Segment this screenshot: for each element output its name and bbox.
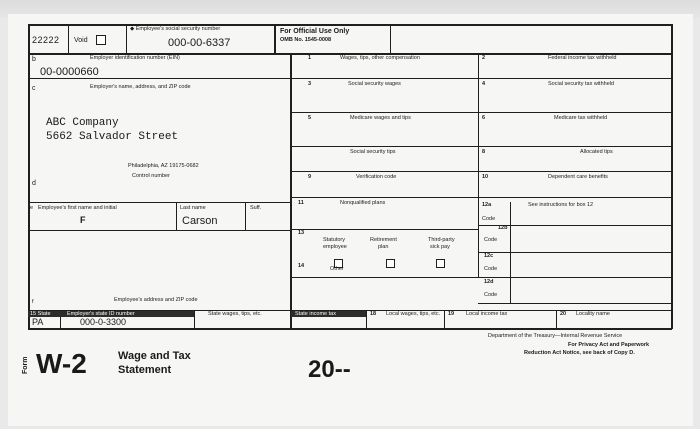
divider [510, 202, 511, 303]
divider [390, 24, 391, 54]
w2-form [8, 14, 693, 426]
last-name-label: Last name [180, 205, 206, 211]
box-5-number: 5 [308, 115, 312, 121]
ein-value[interactable]: 00-0000660 [40, 66, 99, 78]
divider [28, 78, 291, 79]
box-12d-number: 12d [484, 279, 494, 285]
divider [126, 24, 127, 54]
divider [478, 303, 672, 304]
statutory-label: Statutory [323, 237, 346, 243]
box-6-number: 6 [482, 115, 486, 121]
box-9-number: 9 [308, 174, 312, 180]
form-left-border [28, 24, 30, 329]
form-top-border [28, 24, 672, 26]
box-17-label: State income tax [291, 311, 366, 317]
box-19-label: Local income tax [466, 311, 508, 317]
divider [274, 24, 276, 54]
control-code: 22222 [32, 35, 60, 45]
box-16-label: State wages, tips, etc. [208, 311, 262, 317]
employer-name[interactable]: ABC Company [46, 117, 119, 129]
divider [290, 277, 478, 278]
divider [290, 229, 478, 230]
statutory-label-2: employee [323, 244, 347, 250]
box-18-label: Local wages, tips, etc. [386, 311, 441, 317]
divider [290, 197, 672, 198]
tax-year: 20-- [308, 356, 351, 383]
letter-d: d [32, 180, 36, 187]
box-12c-number: 12c [484, 253, 494, 259]
box-4-label: Social security tax withheld [548, 81, 615, 87]
divider [290, 171, 672, 172]
letter-e: e [30, 205, 34, 211]
box-19-number: 19 [448, 311, 455, 317]
box-10-label: Dependent care benefits [548, 174, 608, 180]
divider [366, 310, 367, 329]
box-3-label: Social security wages [348, 81, 401, 87]
retirement-plan-checkbox[interactable] [386, 259, 395, 268]
divider [245, 202, 246, 230]
divider [478, 53, 479, 277]
box-6-label: Medicare tax withheld [554, 115, 608, 121]
suffix-label: Suff. [250, 205, 262, 211]
box-4-number: 4 [482, 81, 486, 87]
first-name-label: Employee's first name and initial [38, 205, 117, 211]
divider [556, 310, 557, 329]
form-word: Form [22, 356, 29, 374]
divider [290, 78, 672, 79]
ssn-value[interactable]: 000-00-6337 [168, 37, 231, 49]
box-8-label: Allocated tips [580, 149, 613, 155]
box-3-number: 3 [308, 81, 312, 87]
box-14-label: Other [330, 266, 344, 272]
employer-state-id-label: Employer's state ID number [61, 311, 194, 317]
box-7-label: Social security tips [350, 149, 396, 155]
box-15-header: 15 State [28, 311, 61, 317]
box-1-label: Wages, tips, other compensation [340, 55, 420, 61]
employer-label: Employer's name, address, and ZIP code [90, 84, 191, 90]
divider [28, 230, 291, 231]
control-number-label: Control number [132, 173, 170, 179]
box-12a-code-label: Code [482, 216, 496, 222]
box-12-instructions: See instructions for box 12 [528, 202, 594, 208]
divider [28, 202, 291, 203]
box-12a-number: 12a [482, 202, 492, 208]
box-14-number: 14 [298, 263, 305, 269]
department-label: Department of the Treasury—Internal Revenue Service [488, 333, 623, 339]
form-subtitle: Statement [118, 364, 172, 376]
divider [290, 146, 672, 147]
divider [176, 202, 177, 230]
box-2-label: Federal income tax withheld [548, 55, 617, 61]
letter-b: b [32, 56, 36, 63]
divider [290, 112, 672, 113]
divider [194, 310, 195, 329]
box-2-number: 2 [482, 55, 486, 61]
void-checkbox[interactable] [96, 35, 106, 45]
box-12b-number: 12b [498, 225, 508, 231]
form-title: Wage and Tax [118, 350, 191, 362]
first-name-value[interactable]: F [80, 215, 86, 225]
third-party-label: Third-party [428, 237, 455, 243]
privacy-notice: For Privacy Act and Paperwork [568, 342, 650, 348]
omb-number: OMB No. 1545-0008 [280, 37, 332, 43]
box-12b-code-label: Code [484, 237, 498, 243]
privacy-notice-2: Reduction Act Notice, see back of Copy D. [524, 350, 635, 356]
third-party-label-2: sick pay [430, 244, 450, 250]
box-1-number: 1 [308, 55, 312, 61]
employer-street[interactable]: 5662 Salvador Street [46, 131, 179, 143]
box-20-number: 20 [560, 311, 567, 317]
divider [478, 277, 672, 278]
divider [444, 310, 445, 329]
box-13-number: 13 [298, 230, 305, 236]
ssn-label: ◆ Employee's social security number [130, 26, 221, 32]
retirement-label: Retirement [370, 237, 397, 243]
third-party-sick-pay-checkbox[interactable] [436, 259, 445, 268]
void-label: Void [74, 37, 88, 44]
retirement-label-2: plan [378, 244, 389, 250]
box-10-number: 10 [482, 174, 489, 180]
state-value[interactable]: PA [32, 317, 44, 327]
box-20-label: Locality name [576, 311, 610, 317]
box-5-label: Medicare wages and tips [350, 115, 411, 121]
divider [68, 24, 69, 54]
divider [290, 53, 292, 329]
form-right-border [671, 24, 673, 329]
box-9-label: Verification code [356, 174, 397, 180]
box-12d-code-label: Code [484, 292, 498, 298]
ein-label: Employer identification number (EIN) [90, 55, 180, 61]
divider [478, 252, 672, 253]
last-name-value[interactable]: Carson [182, 215, 218, 227]
box-11-label: Nonqualified plans [340, 200, 386, 206]
box-18-number: 18 [370, 311, 377, 317]
box-11-number: 11 [298, 200, 304, 206]
official-use-label: For Official Use Only [280, 28, 350, 35]
box-12c-code-label: Code [484, 266, 498, 272]
employee-address-label: Employee's address and ZIP code [114, 297, 198, 303]
employer-city[interactable]: Philadelphia, AZ 19175-0682 [128, 163, 199, 169]
form-code: W-2 [36, 348, 87, 379]
letter-f: f [32, 299, 34, 305]
state-id-value[interactable]: 000-0-3300 [80, 317, 127, 327]
form-bottom-border [28, 328, 672, 330]
letter-c: c [32, 85, 36, 92]
box-8-number: 8 [482, 149, 486, 155]
